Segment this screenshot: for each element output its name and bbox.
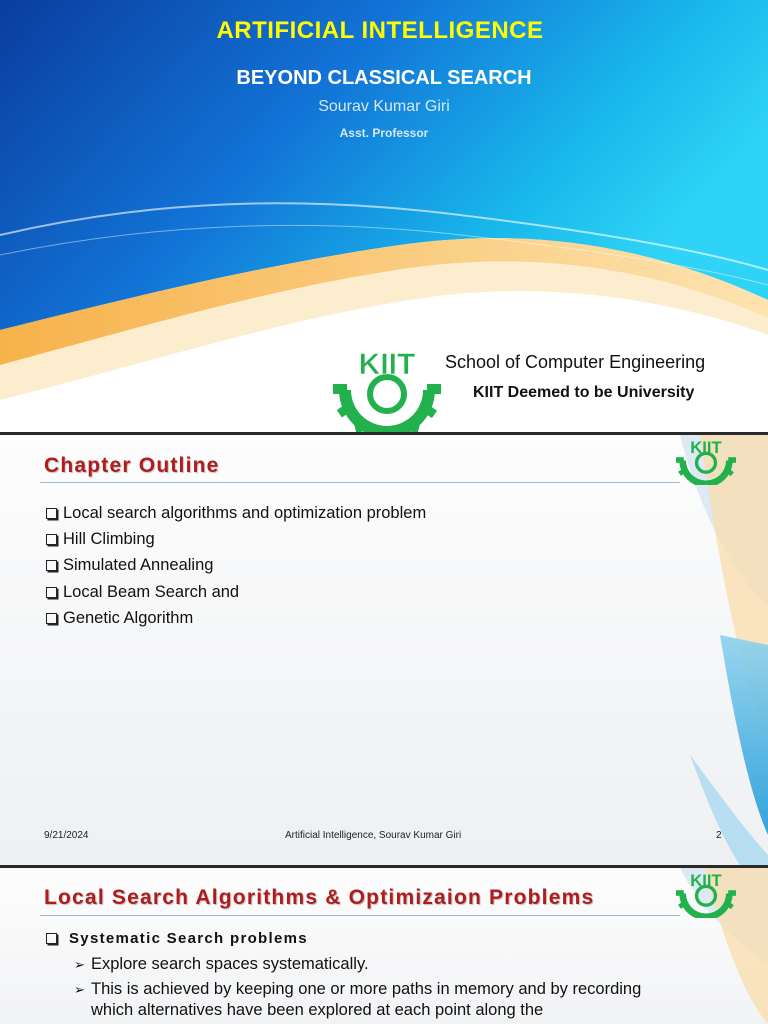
list-item: ➢ This is achieved by keeping one or more paths in memory and by recording which alternatives have been explored at each point along the <box>74 980 642 1019</box>
arrow-right-icon: ➢ <box>74 982 85 997</box>
title-divider <box>40 482 680 483</box>
footer-caption: Artificial Intelligence, Sourav Kumar Giri <box>285 830 462 841</box>
checkbox-square-icon <box>46 508 57 519</box>
author-role: Asst. Professor <box>339 126 429 140</box>
outline-list <box>46 500 426 631</box>
checkbox-square-icon <box>46 534 57 545</box>
footer-date: 9/21/2024 <box>44 830 89 841</box>
university-name: KIIT Deemed to be University <box>473 384 695 401</box>
page-number: 2 <box>716 830 722 841</box>
title-divider <box>40 915 680 916</box>
checkbox-square-icon <box>46 933 57 944</box>
outline-slide <box>0 435 768 865</box>
author-name: Sourav Kumar Giri <box>318 98 450 115</box>
checkbox-square-icon <box>46 613 57 624</box>
arrow-right-icon: ➢ <box>74 957 85 972</box>
list-item: ➢ Explore search spaces systematically. <box>74 955 369 973</box>
sub-bullet-list <box>74 954 674 1024</box>
logo-lettering: KIIT <box>358 348 416 381</box>
list-item: Genetic Algorithm <box>46 605 426 631</box>
presentation-subtitle: BEYOND CLASSICAL SEARCH <box>236 67 532 89</box>
kiit-logo <box>674 868 738 918</box>
list-item: Local Beam Search and <box>46 579 426 605</box>
kiit-logo <box>333 344 441 432</box>
title-slide <box>0 0 768 432</box>
list-item: Hill Climbing <box>46 526 426 552</box>
school-name: School of Computer Engineering <box>445 352 706 372</box>
list-item: Local search algorithms and optimization problem <box>46 500 426 526</box>
kiit-logo <box>674 435 738 485</box>
checkbox-square-icon <box>46 587 57 598</box>
logo-lettering: KIIT <box>690 870 722 890</box>
section-heading: Systematic Search problems <box>46 930 308 947</box>
slide-title: Chapter Outline <box>44 454 220 477</box>
slide-title: Local Search Algorithms & Optimizaion Problems <box>44 886 595 909</box>
presentation-title: ARTIFICIAL INTELLIGENCE <box>216 17 544 44</box>
logo-lettering: KIIT <box>690 437 722 457</box>
local-search-slide <box>0 868 768 1024</box>
list-item: Simulated Annealing <box>46 553 426 579</box>
checkbox-square-icon <box>46 560 57 571</box>
